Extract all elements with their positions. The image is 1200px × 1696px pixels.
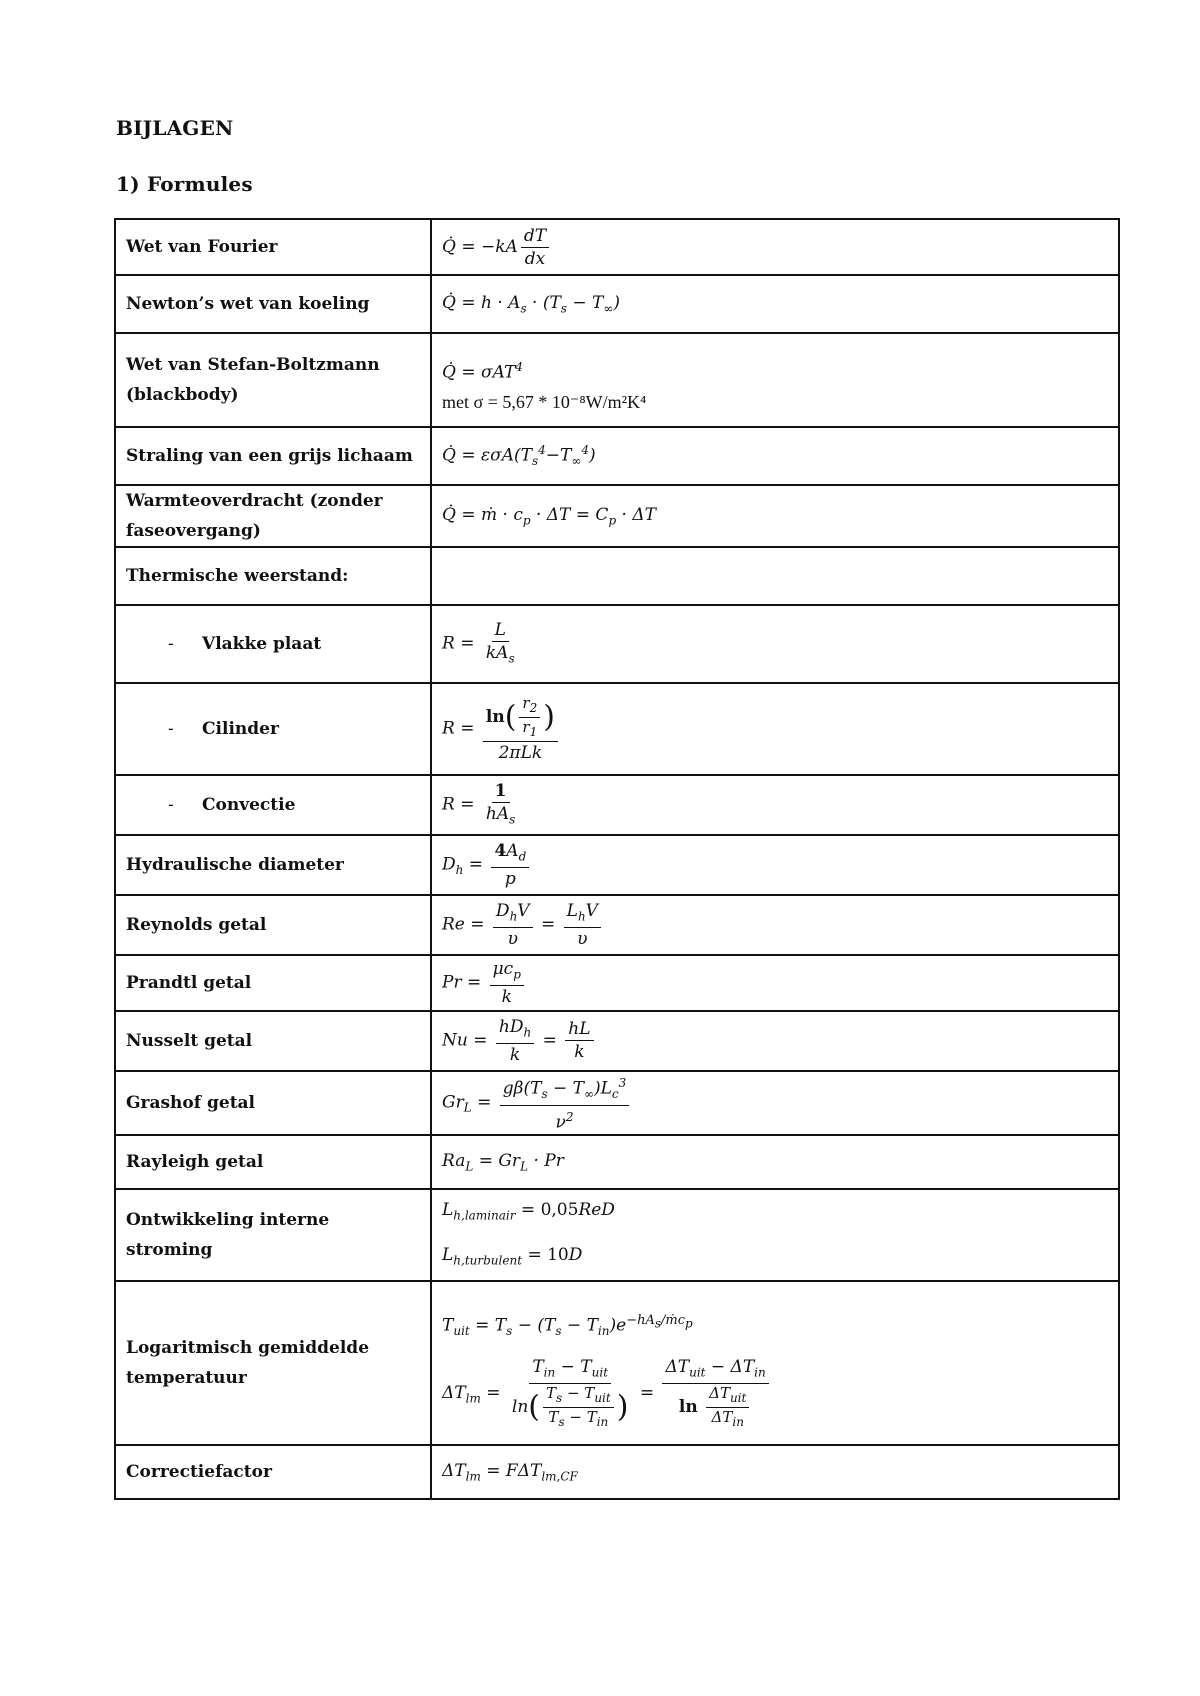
- formula-label: Hydraulische diameter: [115, 835, 431, 895]
- sigma-note: met σ = 5,67 * 10⁻⁸W/m²K⁴: [442, 392, 647, 413]
- table-row: [115, 1011, 1119, 1071]
- formula-reynolds: Re = $D_hV$ υ = $L_hV$ υ: [431, 895, 1119, 955]
- table-row: [115, 427, 1119, 485]
- formula-label: Ontwikkeling interne stroming: [115, 1189, 431, 1282]
- formula-grashof: $Gr_L$ = $\frac{g\beta(T_s - T_\infty)L_c^3}{\nu^2}$: [431, 1071, 1119, 1135]
- table-row: [115, 1281, 1119, 1445]
- formula-label: - Convectie: [115, 775, 431, 835]
- formula-heat-transfer: Q̇ = ṁ · $c_p \cdot \Delta T = C_p \cdot \Delta T$: [431, 485, 1119, 547]
- formula-stefan-boltzmann: Q̇ = σAT$^4$ met σ = 5,67 * 10⁻⁸W/m²K⁴: [431, 333, 1119, 427]
- formula-label: Prandtl getal: [115, 955, 431, 1011]
- table-row: [115, 895, 1119, 955]
- formula-flat-plate: R = L $kA_s$: [431, 605, 1119, 683]
- formula-empty: [431, 547, 1119, 605]
- table-row: [115, 485, 1119, 547]
- formula-label: Grashof getal: [115, 1071, 431, 1135]
- formula-hydraulic-diameter: $D_h$ = $\frac{4A_d}{p}$: [431, 835, 1119, 895]
- table-row: [115, 219, 1119, 275]
- formula-newton: Q̇ = $h \cdot A_s \cdot (T_s - T_\infty)$: [431, 275, 1119, 333]
- formula-label: - Vlakke plaat: [115, 605, 431, 683]
- formula-rayleigh: $Ra_L = Gr_L \cdot Pr$: [431, 1135, 1119, 1189]
- formula-prandtl: Pr = $\mu c_p$ k: [431, 955, 1119, 1011]
- formula-label: Logaritmisch gemiddelde temperatuur: [115, 1281, 431, 1445]
- table-row: [115, 775, 1119, 835]
- formula-convection: R = 1 $hA_s$: [431, 775, 1119, 835]
- table-row: [115, 1445, 1119, 1499]
- bullet-dash: -: [168, 795, 174, 815]
- formula-label: Straling van een grijs lichaam: [115, 427, 431, 485]
- formula-label: Nusselt getal: [115, 1011, 431, 1071]
- table-row: [115, 955, 1119, 1011]
- table-row: [115, 605, 1119, 683]
- formula-label: - Cilinder: [115, 683, 431, 775]
- table-row: [115, 333, 1119, 427]
- formula-label: Reynolds getal: [115, 895, 431, 955]
- formula-label: Correctiefactor: [115, 1445, 431, 1499]
- formula-table: [114, 218, 1120, 1500]
- appendix-heading: BIJLAGEN: [116, 116, 234, 140]
- formula-label: Wet van Stefan-Boltzmann (blackbody): [115, 333, 431, 427]
- table-row: [115, 547, 1119, 605]
- formula-correction-factor: $\Delta T_{lm} = F\Delta T_{lm,CF}$: [431, 1445, 1119, 1499]
- table-row: [115, 1071, 1119, 1135]
- table-row: [115, 683, 1119, 775]
- formula-nusselt: Nu = $hD_h$ k = $\frac{hL}{k}$: [431, 1011, 1119, 1071]
- formula-label: Thermische weerstand:: [115, 547, 431, 605]
- section-heading: 1) Formules: [116, 172, 253, 196]
- formula-label: Wet van Fourier: [115, 219, 431, 275]
- table-row: [115, 275, 1119, 333]
- table-row: [115, 1135, 1119, 1189]
- table-row: [115, 835, 1119, 895]
- formula-grey-body: Q̇ = $\varepsilon\sigma A(T_s^4-T_\infty^4)$: [431, 427, 1119, 485]
- formula-label: Warmteoverdracht (zonder faseovergang): [115, 485, 431, 547]
- bullet-dash: -: [168, 634, 174, 654]
- formula-internal-flow: $L_{h,laminair} = 0,05ReD$ $L_{h,turbulent} = 10D$: [431, 1189, 1119, 1282]
- formula-lmtd: $T_{uit} = T_s - (T_s - T_{in})e^{-hA_s/ṁc_p}$ $\Delta T_{lm}$ = $T_{in} - T_{uit}$ ln( $T_s - T_{uit}$ $T_s - T_{in}$ ) = $\Delta T_{uit} - \Delta T_{in}$ ln $\Delta T_{uit}$ $\Delta T_{in}$: [431, 1281, 1119, 1445]
- formula-label: Newton’s wet van koeling: [115, 275, 431, 333]
- formula-cylinder: R = ln( $\frac{r_2}{r_1}$ ) 2πLk: [431, 683, 1119, 775]
- table-row: [115, 1189, 1119, 1282]
- bullet-dash: -: [168, 719, 174, 739]
- formula-label: Rayleigh getal: [115, 1135, 431, 1189]
- formula-fourier: Q̇ = −kA $\frac{dT}{dx}$: [431, 219, 1119, 275]
